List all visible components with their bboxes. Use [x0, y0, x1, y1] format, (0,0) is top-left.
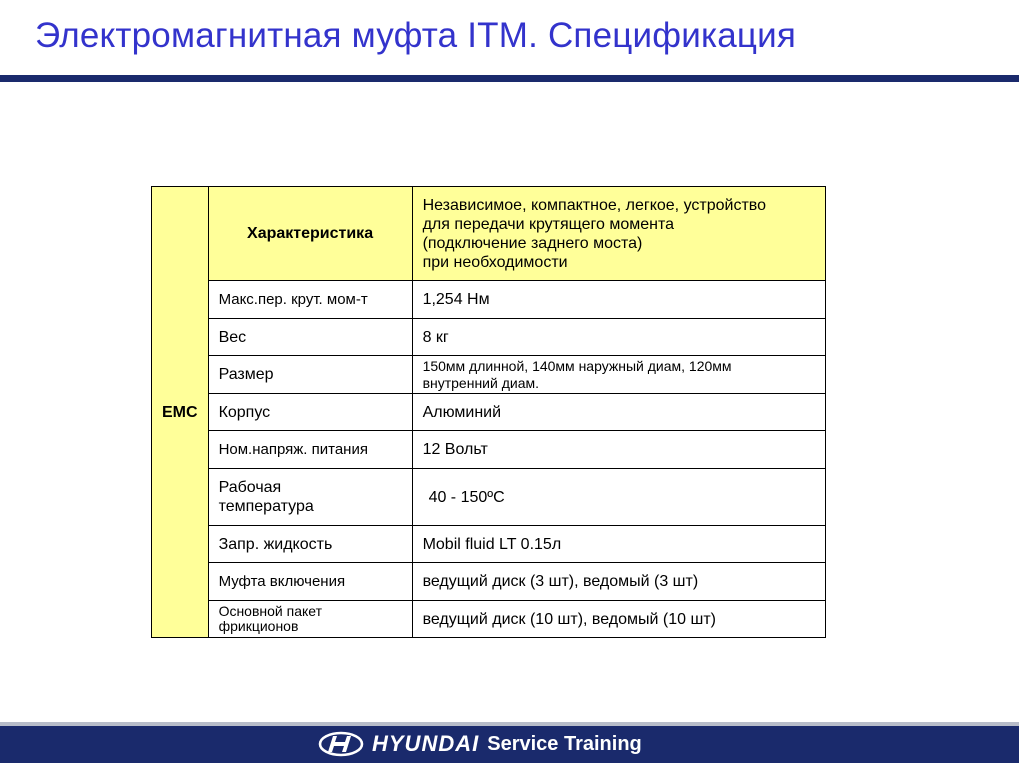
param-cell: Макс.пер. крут. мом-т	[208, 281, 412, 319]
table-row	[152, 601, 826, 638]
table-row	[152, 431, 826, 469]
param-cell: Размер	[208, 356, 412, 394]
value-cell: 1,254 Нм	[412, 281, 825, 319]
param-line: Основной пакет	[218, 603, 323, 619]
group-label: EMC	[152, 187, 209, 638]
hyundai-h-logo-icon	[318, 731, 364, 757]
table-row	[152, 187, 826, 281]
value-cell: Алюминий	[412, 394, 825, 431]
page-title: Электромагнитная муфта ITM. Спецификация	[35, 16, 797, 55]
brand-name: HYUNDAI	[372, 731, 480, 756]
table-row	[152, 469, 826, 526]
brand-subtitle: Service Training	[487, 732, 642, 755]
table-row	[152, 526, 826, 563]
table-row	[152, 319, 826, 356]
header-description	[412, 187, 825, 281]
param-line: фрикционов	[218, 618, 299, 634]
param-cell	[208, 469, 412, 526]
header-description-line: при необходимости	[422, 253, 568, 271]
value-cell	[412, 356, 825, 394]
footer-bar	[0, 726, 1019, 763]
value-cell: Mobil fluid LT 0.15л	[412, 526, 825, 563]
value-cell: ведущий диск (3 шт), ведомый (3 шт)	[412, 563, 825, 601]
param-line: температура	[218, 498, 314, 515]
param-cell	[208, 601, 412, 638]
value-line: внутренний диам.	[422, 374, 539, 391]
param-cell: Муфта включения	[208, 563, 412, 601]
param-cell: Запр. жидкость	[208, 526, 412, 563]
param-cell: Вес	[208, 319, 412, 356]
header-description-line: Независимое, компактное, легкое, устройство	[422, 196, 766, 214]
header-description-line: для передачи крутящего момента	[422, 215, 675, 233]
table-row	[152, 281, 826, 319]
param-cell: Корпус	[208, 394, 412, 431]
table-row	[152, 394, 826, 431]
value-cell: ведущий диск (10 шт), ведомый (10 шт)	[412, 601, 825, 638]
table-row	[152, 356, 826, 394]
header-characteristic: Характеристика	[208, 187, 412, 281]
value-cell: 8 кг	[412, 319, 825, 356]
table-row	[152, 563, 826, 601]
title-divider	[0, 75, 1019, 82]
brand-block	[318, 731, 642, 757]
value-cell: 12 Вольт	[412, 431, 825, 469]
param-line: Рабочая	[218, 479, 282, 496]
value-cell: 40 - 150ºC	[412, 469, 825, 526]
spec-table	[151, 186, 826, 638]
header-description-line: (подключение заднего моста)	[422, 234, 643, 252]
value-line: 150мм длинной, 140мм наружный диам, 120мм	[422, 357, 732, 374]
param-cell: Ном.напряж. питания	[208, 431, 412, 469]
